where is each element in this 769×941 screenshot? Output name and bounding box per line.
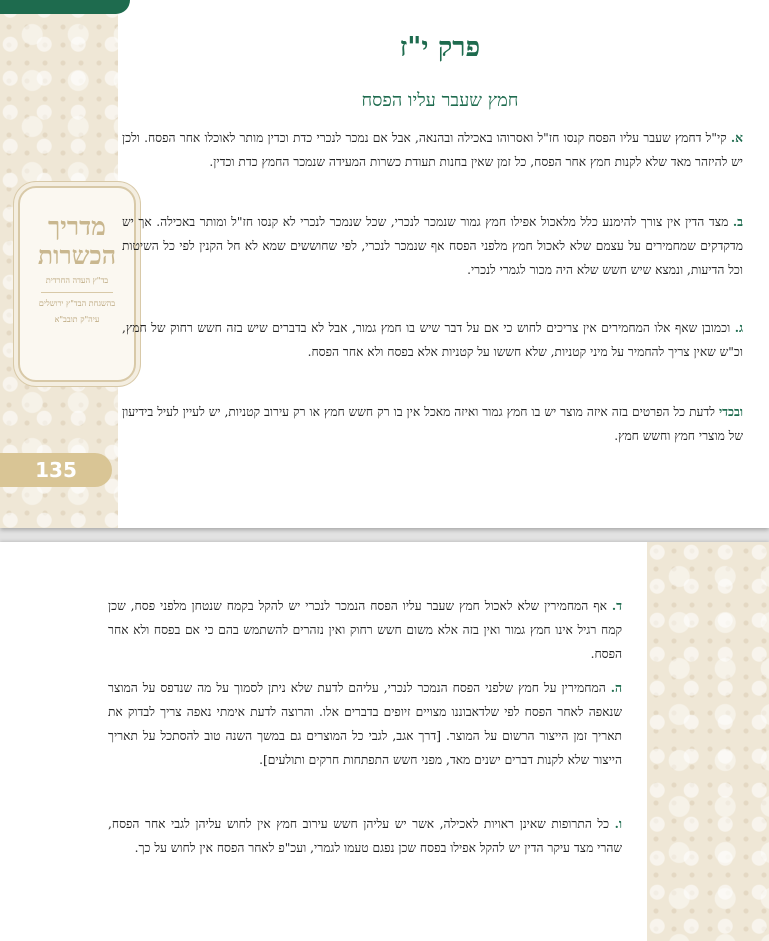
paragraph-dalet [108, 594, 622, 666]
paragraph-label: א. [730, 131, 743, 145]
paragraph-label: ה. [610, 681, 623, 695]
paragraph-text: וכמובן שאף אלו המחמירים אין צריכים לחוש כי אם על דבר שיש בו חמץ גמור, אבל לא בדברים שיש בזה חשש רחוק של חמץ, וכ"ש שאין צריך להחמיר על מיני קטניות, שלא חששו על קטניות אלא בפסח ולא אחר הפסח. [122, 321, 743, 359]
paragraph-label: ובכדי [718, 405, 743, 419]
paragraph-label: ו. [614, 817, 623, 831]
page-number: 135 [35, 458, 77, 482]
paragraph-vav [108, 812, 622, 860]
chapter-subtitle: חמץ שעבר עליו הפסח [361, 90, 519, 111]
paragraph-bechdei [122, 400, 743, 448]
badge-divider [41, 292, 113, 293]
paragraph-text: אף המחמירין שלא לאכול חמץ שעבר עליו הפסח הנמכר לנכרי יש להקל בקמח שנטחן מלפני פסח, שכן קמח רגיל אינו חמץ גמור ואין בזה אלא משום חשש רחוק ואין נזהרים להשתמש בהם כי אם בפסח ולא אחר הפסח. [108, 599, 622, 661]
chapter-tab-marker [0, 0, 130, 14]
badge-line-2: בהשגחת הבד"ץ ירושלים [38, 299, 116, 308]
badge-title: מדריך הכשרות [37, 212, 117, 270]
paragraph-text: לדעת כל הפרטים בזה איזה מוצר יש בו חמץ גמור ואיזה מאכל אין בו רק חשש חמץ או רק עירוב קטניות, יש לעיין לעיל בידיעון של מוצרי חמץ וחשש חמץ. [122, 405, 743, 443]
ornament-border-right [647, 542, 769, 941]
paragraph-text: המחמירין על חמץ שלפני הפסח הנמכר לנכרי, עליהם לדעת שלא ניתן לסמוך על מה שנדפס על המוצר שנאפה לאחר הפסח לפי שלדאבוננו מצויים זיופים בדברים אלו. והרוצה לדעת אימתי נאפה צריך לבדוק את תאריך זמן הייצור הרשום על המוצר. [דרך אגב, לגבי כל המוצרים גם במשך השנה טוב להסתכל על תאריך הייצור שלא לקנות דברים ישנים מאד, מפני חשש התפתחות חרקים ותולעים]. [108, 681, 622, 767]
badge-line-1: בד"ץ העדה החרדית [45, 276, 109, 285]
bottom-page [0, 542, 769, 941]
book-logo-badge [18, 186, 136, 382]
badge-line-3: עיה"ק תובב"א [54, 315, 100, 324]
paragraph-aleph [122, 126, 743, 174]
paragraph-gimel [122, 316, 743, 364]
page-number-tab [0, 453, 112, 487]
chapter-title: פרק י"ז [399, 32, 481, 63]
paragraph-he [108, 676, 622, 772]
paragraph-text: קי"ל דחמץ שעבר עליו הפסח קנסו חז"ל ואסרוהו באכילה ובהנאה, אבל אם נמכר לנכרי כדת וכדין מותר לאוכלו אחר הפסח. ולכן יש להיזהר מאד שלא לקנות חמץ אחר הפסח, כל זמן שאין בחנות תעודת כשרות המעידה שנמכר החמץ כדת וכדין. [122, 131, 743, 169]
paragraph-label: ג. [734, 321, 743, 335]
paragraph-label: ב. [732, 215, 744, 229]
paragraph-bet [122, 210, 743, 282]
paragraph-text: מצד הדין אין צורך להימנע כלל מלאכול אפילו חמץ גמור שנמכר לנכרי, שכל שנמכר לנכרי לא קנסו חז"ל ומותר באכילה. אך יש מדקדקים שמחמירים על עצמם שלא לאכול חמץ מלפני הפסח אף שנמכר לנכרי, לפי שחוששים שמא לא חל הקנין לפי כל השיטות וכל הדיעות, ונמצא שיש חשש שלא היה מכור לגמרי לנכרי. [122, 215, 743, 277]
paragraph-text: כל התרופות שאינן ראויות לאכילה, אשר יש עליהן חשש עירוב חמץ אין לחוש עליהן לגבי אחר הפסח, שהרי מצד עיקר הדין יש להקל אפילו בפסח שכן נפגם טעמו לגמרי, ועכ"פ לאחר הפסח אין לחוש על כך. [108, 817, 622, 855]
paragraph-label: ד. [611, 599, 622, 613]
